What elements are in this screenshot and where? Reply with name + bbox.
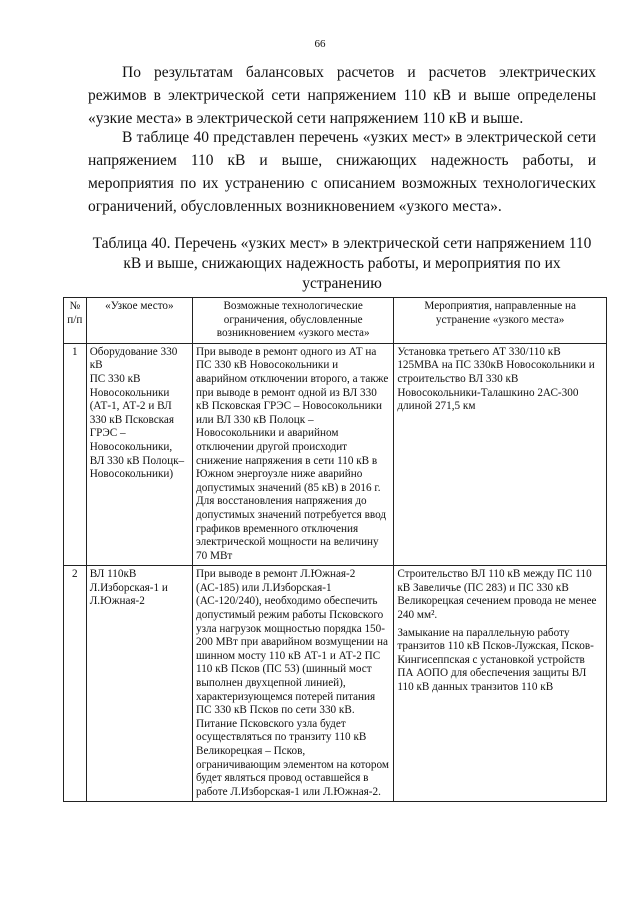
- table-header-row: [64, 298, 607, 344]
- header-measures: Мероприятия, направленные на устранение «узкого места»: [394, 298, 607, 344]
- bottleneck-cell: [86, 343, 192, 566]
- paragraph-text: В таблице 40 представлен перечень «узких мест» в электрической сети напряжением 110 кВ и выше, снижающих надежность работы, и мероприятия по их устранению с описанием возможных технологических ограничений, обусловленных возникновением «узкого места».: [88, 129, 596, 215]
- table-caption: Таблица 40. Перечень «узких мест» в электрической сети напряжением 110 кВ и выше, снижающих надежность работы, и мероприятия по их устранению: [92, 235, 592, 292]
- header-number: № п/п: [64, 298, 87, 344]
- measures-cell: [394, 343, 607, 566]
- measures-cell: [394, 566, 607, 802]
- paragraph-text: По результатам балансовых расчетов и расчетов электрических режимов в электрической сети напряжением 110 кВ и выше определены «узкие места» в электрической сети напряжением 110 кВ и выше.: [88, 64, 596, 127]
- header-constraints: Возможные технологические ограничения, обусловленные возникновением «узкого места»: [193, 298, 394, 344]
- measures-text: Замыкание на параллельную работу транзитов 110 кВ Псков-Лужская, Псков-Кингисеппская с установкой устройств ПА АОПО для обеспечения защиты ВЛ 110 кВ данных транзитов 110 кВ: [397, 626, 594, 694]
- bottleneck-cell: [86, 566, 192, 802]
- bottleneck-text: Оборудование 330 кВ: [89, 345, 178, 372]
- constraints-cell: При выводе в ремонт Л.Южная-2 (АС-185) или Л.Изборская-1 (АС-120/240), необходимо обеспечить допустимый режим работы Псковского узла нагрузок мощностью порядка 150-200 МВт при аварийном возмущении на шинном мосту 110 кВ АТ-1 и АТ-2 ПС 110 кВ Псков (ПС 53) (шинный мост выполнен двухцепной линией), характеризующемся потерей питания ПС 330 кВ Псков по сети 330 кВ. Питание Псковского узла будет осуществляться по транзиту 110 кВ Великорецкая – Псков, ограничивающим элементом на котором будет являться провод оставшейся в работе Л.Изборская-1 или Л.Южная-2.: [193, 566, 394, 802]
- page-number: 66: [314, 38, 326, 50]
- table-row: [64, 566, 607, 802]
- intro-paragraph-2: [88, 126, 596, 218]
- header-bottleneck: «Узкое место»: [86, 298, 192, 344]
- row-number: 2: [64, 566, 87, 802]
- measures-text: Установка третьего АТ 330/110 кВ 125МВА на ПС 330кВ Новосокольники и строительство ВЛ 330 кВ Новосокольники-Талашкино 2АС-300 длиной 271,5 км: [397, 345, 595, 413]
- intro-paragraph-1: [88, 61, 596, 130]
- measures-text: Строительство ВЛ 110 кВ между ПС 110 кВ Завеличье (ПС 283) и ПС 330 кВ Великорецкая сечением провода не менее 240 мм².: [397, 568, 597, 622]
- table-row: [64, 343, 607, 566]
- bottleneck-text: ВЛ 110кВ Л.Изборская-1 и Л.Южная-2: [89, 568, 168, 608]
- row-number: 1: [64, 343, 87, 566]
- bottleneck-table: [63, 297, 607, 802]
- constraints-cell: При выводе в ремонт одного из АТ на ПС 330 кВ Новосокольники и аварийном отключении второго, а также при выводе в ремонт одной из ВЛ 330 кВ Псковская ГРЭС – Новосокольники или ВЛ 330 кВ Полоцк – Новосокольники и аварийном отключении другой происходит снижение напряжения в сети 110 кВ в Южном энергоузле ниже аварийно допустимых значений (85 кВ) в 2016 г. Для восстановления напряжения до допустимых значений потребуется ввод графиков временного отключения электрической мощности на величину 70 МВт: [193, 343, 394, 566]
- bottleneck-text: ПС 330 кВ Новосокольники (АТ-1, АТ-2 и ВЛ 330 кВ Псковская ГРЭС – Новосокольники, ВЛ 330 кВ Полоцк–Новосокольники): [89, 372, 185, 481]
